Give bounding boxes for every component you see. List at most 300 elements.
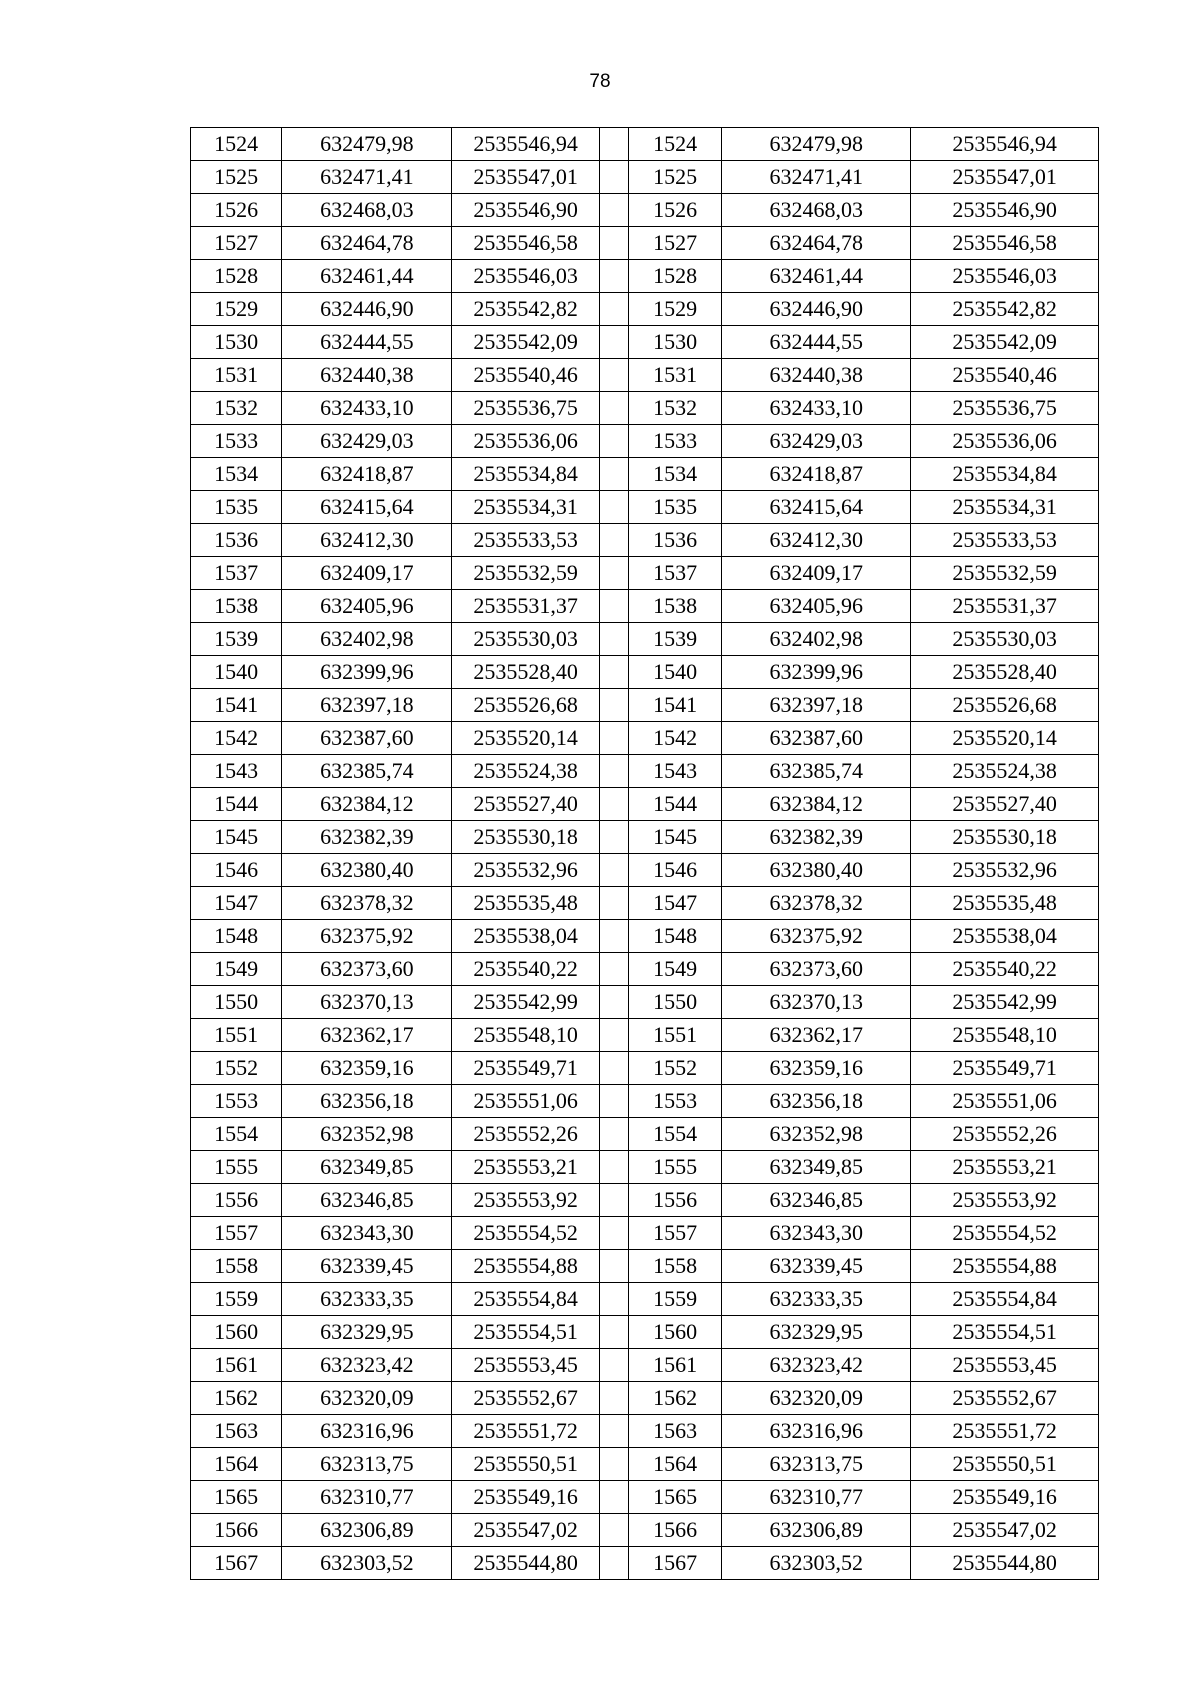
right-x-coordinate-cell: 632323,42 <box>722 1349 911 1382</box>
left-y-coordinate-cell: 2535547,02 <box>452 1514 599 1547</box>
table-row <box>191 425 1099 458</box>
right-point-number-cell: 1527 <box>628 227 721 260</box>
right-x-coordinate-cell: 632359,16 <box>722 1052 911 1085</box>
right-point-number-cell: 1556 <box>628 1184 721 1217</box>
left-x-coordinate-cell: 632313,75 <box>282 1448 452 1481</box>
separator-cell <box>599 1217 628 1250</box>
table-row <box>191 755 1099 788</box>
right-x-coordinate-cell: 632316,96 <box>722 1415 911 1448</box>
right-y-coordinate-cell: 2535551,06 <box>911 1085 1099 1118</box>
right-y-coordinate-cell: 2535520,14 <box>911 722 1099 755</box>
left-y-coordinate-cell: 2535551,72 <box>452 1415 599 1448</box>
right-y-coordinate-cell: 2535530,03 <box>911 623 1099 656</box>
table-row <box>191 1415 1099 1448</box>
right-x-coordinate-cell: 632320,09 <box>722 1382 911 1415</box>
separator-cell <box>599 1349 628 1382</box>
left-point-number-cell: 1542 <box>191 722 282 755</box>
left-x-coordinate-cell: 632418,87 <box>282 458 452 491</box>
left-x-coordinate-cell: 632409,17 <box>282 557 452 590</box>
table-row <box>191 623 1099 656</box>
separator-cell <box>599 1085 628 1118</box>
left-y-coordinate-cell: 2535540,46 <box>452 359 599 392</box>
right-point-number-cell: 1565 <box>628 1481 721 1514</box>
table-row <box>191 1085 1099 1118</box>
right-x-coordinate-cell: 632310,77 <box>722 1481 911 1514</box>
right-x-coordinate-cell: 632444,55 <box>722 326 911 359</box>
table-row <box>191 1349 1099 1382</box>
separator-cell <box>599 128 628 161</box>
right-y-coordinate-cell: 2535547,01 <box>911 161 1099 194</box>
right-point-number-cell: 1528 <box>628 260 721 293</box>
left-point-number-cell: 1549 <box>191 953 282 986</box>
right-x-coordinate-cell: 632409,17 <box>722 557 911 590</box>
left-y-coordinate-cell: 2535552,26 <box>452 1118 599 1151</box>
right-y-coordinate-cell: 2535540,46 <box>911 359 1099 392</box>
left-y-coordinate-cell: 2535552,67 <box>452 1382 599 1415</box>
left-point-number-cell: 1560 <box>191 1316 282 1349</box>
left-y-coordinate-cell: 2535554,84 <box>452 1283 599 1316</box>
right-y-coordinate-cell: 2535544,80 <box>911 1547 1099 1580</box>
table-row <box>191 326 1099 359</box>
right-point-number-cell: 1531 <box>628 359 721 392</box>
left-x-coordinate-cell: 632405,96 <box>282 590 452 623</box>
left-x-coordinate-cell: 632384,12 <box>282 788 452 821</box>
table-row <box>191 590 1099 623</box>
left-point-number-cell: 1538 <box>191 590 282 623</box>
left-y-coordinate-cell: 2535536,06 <box>452 425 599 458</box>
left-point-number-cell: 1554 <box>191 1118 282 1151</box>
left-point-number-cell: 1537 <box>191 557 282 590</box>
right-y-coordinate-cell: 2535551,72 <box>911 1415 1099 1448</box>
left-x-coordinate-cell: 632380,40 <box>282 854 452 887</box>
separator-cell <box>599 359 628 392</box>
left-y-coordinate-cell: 2535535,48 <box>452 887 599 920</box>
left-point-number-cell: 1535 <box>191 491 282 524</box>
right-y-coordinate-cell: 2535534,84 <box>911 458 1099 491</box>
right-x-coordinate-cell: 632373,60 <box>722 953 911 986</box>
left-x-coordinate-cell: 632346,85 <box>282 1184 452 1217</box>
left-y-coordinate-cell: 2535532,59 <box>452 557 599 590</box>
right-y-coordinate-cell: 2535554,52 <box>911 1217 1099 1250</box>
left-x-coordinate-cell: 632356,18 <box>282 1085 452 1118</box>
right-point-number-cell: 1539 <box>628 623 721 656</box>
left-x-coordinate-cell: 632464,78 <box>282 227 452 260</box>
separator-cell <box>599 425 628 458</box>
left-point-number-cell: 1558 <box>191 1250 282 1283</box>
right-y-coordinate-cell: 2535553,45 <box>911 1349 1099 1382</box>
separator-cell <box>599 1481 628 1514</box>
left-point-number-cell: 1527 <box>191 227 282 260</box>
separator-cell <box>599 1547 628 1580</box>
left-y-coordinate-cell: 2535524,38 <box>452 755 599 788</box>
left-y-coordinate-cell: 2535550,51 <box>452 1448 599 1481</box>
left-point-number-cell: 1544 <box>191 788 282 821</box>
left-x-coordinate-cell: 632306,89 <box>282 1514 452 1547</box>
left-point-number-cell: 1530 <box>191 326 282 359</box>
right-y-coordinate-cell: 2535532,96 <box>911 854 1099 887</box>
right-point-number-cell: 1525 <box>628 161 721 194</box>
left-x-coordinate-cell: 632399,96 <box>282 656 452 689</box>
right-x-coordinate-cell: 632375,92 <box>722 920 911 953</box>
table-row <box>191 359 1099 392</box>
left-y-coordinate-cell: 2535553,45 <box>452 1349 599 1382</box>
left-point-number-cell: 1563 <box>191 1415 282 1448</box>
separator-cell <box>599 1382 628 1415</box>
coordinates-table <box>190 127 1099 1580</box>
left-x-coordinate-cell: 632479,98 <box>282 128 452 161</box>
separator-cell <box>599 1283 628 1316</box>
right-y-coordinate-cell: 2535554,88 <box>911 1250 1099 1283</box>
left-x-coordinate-cell: 632310,77 <box>282 1481 452 1514</box>
left-x-coordinate-cell: 632433,10 <box>282 392 452 425</box>
left-x-coordinate-cell: 632397,18 <box>282 689 452 722</box>
left-point-number-cell: 1526 <box>191 194 282 227</box>
right-x-coordinate-cell: 632385,74 <box>722 755 911 788</box>
right-y-coordinate-cell: 2535534,31 <box>911 491 1099 524</box>
right-x-coordinate-cell: 632343,30 <box>722 1217 911 1250</box>
right-y-coordinate-cell: 2535547,02 <box>911 1514 1099 1547</box>
table-row <box>191 128 1099 161</box>
table-row <box>191 986 1099 1019</box>
table-row <box>191 392 1099 425</box>
left-x-coordinate-cell: 632339,45 <box>282 1250 452 1283</box>
left-x-coordinate-cell: 632402,98 <box>282 623 452 656</box>
left-point-number-cell: 1567 <box>191 1547 282 1580</box>
table-row <box>191 788 1099 821</box>
coordinates-table-body <box>191 128 1099 1580</box>
right-point-number-cell: 1547 <box>628 887 721 920</box>
left-point-number-cell: 1531 <box>191 359 282 392</box>
right-point-number-cell: 1559 <box>628 1283 721 1316</box>
separator-cell <box>599 557 628 590</box>
left-x-coordinate-cell: 632362,17 <box>282 1019 452 1052</box>
right-x-coordinate-cell: 632346,85 <box>722 1184 911 1217</box>
separator-cell <box>599 920 628 953</box>
left-x-coordinate-cell: 632415,64 <box>282 491 452 524</box>
right-x-coordinate-cell: 632397,18 <box>722 689 911 722</box>
separator-cell <box>599 1184 628 1217</box>
left-point-number-cell: 1539 <box>191 623 282 656</box>
left-point-number-cell: 1564 <box>191 1448 282 1481</box>
left-x-coordinate-cell: 632316,96 <box>282 1415 452 1448</box>
separator-cell <box>599 953 628 986</box>
right-x-coordinate-cell: 632370,13 <box>722 986 911 1019</box>
right-x-coordinate-cell: 632387,60 <box>722 722 911 755</box>
separator-cell <box>599 821 628 854</box>
left-x-coordinate-cell: 632320,09 <box>282 1382 452 1415</box>
separator-cell <box>599 722 628 755</box>
separator-cell <box>599 227 628 260</box>
right-point-number-cell: 1530 <box>628 326 721 359</box>
table-row <box>191 1283 1099 1316</box>
right-x-coordinate-cell: 632303,52 <box>722 1547 911 1580</box>
right-point-number-cell: 1538 <box>628 590 721 623</box>
right-point-number-cell: 1567 <box>628 1547 721 1580</box>
right-y-coordinate-cell: 2535536,06 <box>911 425 1099 458</box>
right-y-coordinate-cell: 2535531,37 <box>911 590 1099 623</box>
left-point-number-cell: 1556 <box>191 1184 282 1217</box>
right-x-coordinate-cell: 632440,38 <box>722 359 911 392</box>
left-y-coordinate-cell: 2535554,52 <box>452 1217 599 1250</box>
left-y-coordinate-cell: 2535546,58 <box>452 227 599 260</box>
left-point-number-cell: 1534 <box>191 458 282 491</box>
left-point-number-cell: 1525 <box>191 161 282 194</box>
separator-cell <box>599 1514 628 1547</box>
table-row <box>191 821 1099 854</box>
right-point-number-cell: 1536 <box>628 524 721 557</box>
table-row <box>191 1019 1099 1052</box>
left-x-coordinate-cell: 632468,03 <box>282 194 452 227</box>
left-point-number-cell: 1550 <box>191 986 282 1019</box>
right-point-number-cell: 1557 <box>628 1217 721 1250</box>
right-point-number-cell: 1562 <box>628 1382 721 1415</box>
right-point-number-cell: 1550 <box>628 986 721 1019</box>
separator-cell <box>599 689 628 722</box>
left-y-coordinate-cell: 2535528,40 <box>452 656 599 689</box>
separator-cell <box>599 194 628 227</box>
separator-cell <box>599 260 628 293</box>
right-y-coordinate-cell: 2535542,82 <box>911 293 1099 326</box>
right-point-number-cell: 1524 <box>628 128 721 161</box>
left-x-coordinate-cell: 632378,32 <box>282 887 452 920</box>
right-y-coordinate-cell: 2535530,18 <box>911 821 1099 854</box>
left-x-coordinate-cell: 632385,74 <box>282 755 452 788</box>
left-x-coordinate-cell: 632461,44 <box>282 260 452 293</box>
table-row <box>191 260 1099 293</box>
table-row <box>191 656 1099 689</box>
left-y-coordinate-cell: 2535534,31 <box>452 491 599 524</box>
table-row <box>191 1514 1099 1547</box>
right-x-coordinate-cell: 632418,87 <box>722 458 911 491</box>
separator-cell <box>599 755 628 788</box>
left-x-coordinate-cell: 632352,98 <box>282 1118 452 1151</box>
left-x-coordinate-cell: 632343,30 <box>282 1217 452 1250</box>
left-y-coordinate-cell: 2535536,75 <box>452 392 599 425</box>
left-point-number-cell: 1561 <box>191 1349 282 1382</box>
left-x-coordinate-cell: 632429,03 <box>282 425 452 458</box>
separator-cell <box>599 1316 628 1349</box>
right-point-number-cell: 1563 <box>628 1415 721 1448</box>
left-y-coordinate-cell: 2535546,90 <box>452 194 599 227</box>
right-y-coordinate-cell: 2535526,68 <box>911 689 1099 722</box>
table-row <box>191 1151 1099 1184</box>
right-x-coordinate-cell: 632362,17 <box>722 1019 911 1052</box>
right-x-coordinate-cell: 632382,39 <box>722 821 911 854</box>
right-x-coordinate-cell: 632378,32 <box>722 887 911 920</box>
right-point-number-cell: 1537 <box>628 557 721 590</box>
left-y-coordinate-cell: 2535549,16 <box>452 1481 599 1514</box>
right-point-number-cell: 1544 <box>628 788 721 821</box>
left-y-coordinate-cell: 2535549,71 <box>452 1052 599 1085</box>
left-y-coordinate-cell: 2535538,04 <box>452 920 599 953</box>
left-y-coordinate-cell: 2535526,68 <box>452 689 599 722</box>
table-row <box>191 1448 1099 1481</box>
right-point-number-cell: 1554 <box>628 1118 721 1151</box>
left-y-coordinate-cell: 2535540,22 <box>452 953 599 986</box>
table-row <box>191 953 1099 986</box>
table-row <box>191 920 1099 953</box>
left-point-number-cell: 1540 <box>191 656 282 689</box>
right-x-coordinate-cell: 632313,75 <box>722 1448 911 1481</box>
left-x-coordinate-cell: 632333,35 <box>282 1283 452 1316</box>
table-row <box>191 1382 1099 1415</box>
left-y-coordinate-cell: 2535542,82 <box>452 293 599 326</box>
right-point-number-cell: 1540 <box>628 656 721 689</box>
left-x-coordinate-cell: 632444,55 <box>282 326 452 359</box>
right-point-number-cell: 1542 <box>628 722 721 755</box>
left-y-coordinate-cell: 2535530,18 <box>452 821 599 854</box>
separator-cell <box>599 854 628 887</box>
right-x-coordinate-cell: 632384,12 <box>722 788 911 821</box>
left-y-coordinate-cell: 2535546,94 <box>452 128 599 161</box>
table-row <box>191 689 1099 722</box>
left-point-number-cell: 1557 <box>191 1217 282 1250</box>
right-point-number-cell: 1553 <box>628 1085 721 1118</box>
right-x-coordinate-cell: 632412,30 <box>722 524 911 557</box>
separator-cell <box>599 1250 628 1283</box>
separator-cell <box>599 986 628 1019</box>
left-point-number-cell: 1553 <box>191 1085 282 1118</box>
table-row <box>191 887 1099 920</box>
right-y-coordinate-cell: 2535546,94 <box>911 128 1099 161</box>
left-point-number-cell: 1566 <box>191 1514 282 1547</box>
right-x-coordinate-cell: 632433,10 <box>722 392 911 425</box>
right-x-coordinate-cell: 632352,98 <box>722 1118 911 1151</box>
right-y-coordinate-cell: 2535549,16 <box>911 1481 1099 1514</box>
left-y-coordinate-cell: 2535527,40 <box>452 788 599 821</box>
right-y-coordinate-cell: 2535542,99 <box>911 986 1099 1019</box>
left-y-coordinate-cell: 2535531,37 <box>452 590 599 623</box>
left-y-coordinate-cell: 2535530,03 <box>452 623 599 656</box>
left-x-coordinate-cell: 632323,42 <box>282 1349 452 1382</box>
left-y-coordinate-cell: 2535553,21 <box>452 1151 599 1184</box>
right-y-coordinate-cell: 2535532,59 <box>911 557 1099 590</box>
right-x-coordinate-cell: 632380,40 <box>722 854 911 887</box>
right-y-coordinate-cell: 2535554,84 <box>911 1283 1099 1316</box>
right-x-coordinate-cell: 632405,96 <box>722 590 911 623</box>
left-x-coordinate-cell: 632373,60 <box>282 953 452 986</box>
right-y-coordinate-cell: 2535553,92 <box>911 1184 1099 1217</box>
left-point-number-cell: 1548 <box>191 920 282 953</box>
left-x-coordinate-cell: 632412,30 <box>282 524 452 557</box>
left-point-number-cell: 1541 <box>191 689 282 722</box>
right-x-coordinate-cell: 632471,41 <box>722 161 911 194</box>
left-y-coordinate-cell: 2535554,88 <box>452 1250 599 1283</box>
left-point-number-cell: 1551 <box>191 1019 282 1052</box>
right-x-coordinate-cell: 632415,64 <box>722 491 911 524</box>
separator-cell <box>599 326 628 359</box>
right-point-number-cell: 1535 <box>628 491 721 524</box>
right-point-number-cell: 1560 <box>628 1316 721 1349</box>
left-y-coordinate-cell: 2535542,99 <box>452 986 599 1019</box>
right-point-number-cell: 1555 <box>628 1151 721 1184</box>
right-x-coordinate-cell: 632399,96 <box>722 656 911 689</box>
separator-cell <box>599 1052 628 1085</box>
left-x-coordinate-cell: 632375,92 <box>282 920 452 953</box>
right-point-number-cell: 1566 <box>628 1514 721 1547</box>
right-y-coordinate-cell: 2535524,38 <box>911 755 1099 788</box>
right-y-coordinate-cell: 2535548,10 <box>911 1019 1099 1052</box>
left-point-number-cell: 1543 <box>191 755 282 788</box>
right-x-coordinate-cell: 632349,85 <box>722 1151 911 1184</box>
right-point-number-cell: 1558 <box>628 1250 721 1283</box>
right-y-coordinate-cell: 2535527,40 <box>911 788 1099 821</box>
left-point-number-cell: 1545 <box>191 821 282 854</box>
left-x-coordinate-cell: 632382,39 <box>282 821 452 854</box>
separator-cell <box>599 590 628 623</box>
separator-cell <box>599 491 628 524</box>
table-row <box>191 1052 1099 1085</box>
left-point-number-cell: 1546 <box>191 854 282 887</box>
left-point-number-cell: 1528 <box>191 260 282 293</box>
left-y-coordinate-cell: 2535532,96 <box>452 854 599 887</box>
right-point-number-cell: 1534 <box>628 458 721 491</box>
separator-cell <box>599 887 628 920</box>
left-x-coordinate-cell: 632446,90 <box>282 293 452 326</box>
left-x-coordinate-cell: 632329,95 <box>282 1316 452 1349</box>
left-y-coordinate-cell: 2535547,01 <box>452 161 599 194</box>
right-y-coordinate-cell: 2535552,26 <box>911 1118 1099 1151</box>
right-y-coordinate-cell: 2535554,51 <box>911 1316 1099 1349</box>
right-x-coordinate-cell: 632461,44 <box>722 260 911 293</box>
right-x-coordinate-cell: 632306,89 <box>722 1514 911 1547</box>
right-y-coordinate-cell: 2535536,75 <box>911 392 1099 425</box>
right-y-coordinate-cell: 2535528,40 <box>911 656 1099 689</box>
right-y-coordinate-cell: 2535552,67 <box>911 1382 1099 1415</box>
right-x-coordinate-cell: 632339,45 <box>722 1250 911 1283</box>
left-point-number-cell: 1559 <box>191 1283 282 1316</box>
table-row <box>191 293 1099 326</box>
right-y-coordinate-cell: 2535542,09 <box>911 326 1099 359</box>
separator-cell <box>599 656 628 689</box>
right-x-coordinate-cell: 632468,03 <box>722 194 911 227</box>
table-row <box>191 722 1099 755</box>
left-x-coordinate-cell: 632387,60 <box>282 722 452 755</box>
left-point-number-cell: 1529 <box>191 293 282 326</box>
table-row <box>191 1547 1099 1580</box>
separator-cell <box>599 392 628 425</box>
right-y-coordinate-cell: 2535549,71 <box>911 1052 1099 1085</box>
table-row <box>191 1217 1099 1250</box>
separator-cell <box>599 1118 628 1151</box>
right-point-number-cell: 1545 <box>628 821 721 854</box>
left-y-coordinate-cell: 2535534,84 <box>452 458 599 491</box>
left-point-number-cell: 1524 <box>191 128 282 161</box>
right-y-coordinate-cell: 2535546,03 <box>911 260 1099 293</box>
left-y-coordinate-cell: 2535520,14 <box>452 722 599 755</box>
table-row <box>191 458 1099 491</box>
separator-cell <box>599 293 628 326</box>
left-point-number-cell: 1562 <box>191 1382 282 1415</box>
separator-cell <box>599 788 628 821</box>
table-row <box>191 854 1099 887</box>
right-point-number-cell: 1543 <box>628 755 721 788</box>
right-x-coordinate-cell: 632429,03 <box>722 425 911 458</box>
right-point-number-cell: 1551 <box>628 1019 721 1052</box>
separator-cell <box>599 524 628 557</box>
right-y-coordinate-cell: 2535538,04 <box>911 920 1099 953</box>
left-y-coordinate-cell: 2535533,53 <box>452 524 599 557</box>
table-row <box>191 557 1099 590</box>
right-x-coordinate-cell: 632333,35 <box>722 1283 911 1316</box>
right-point-number-cell: 1526 <box>628 194 721 227</box>
table-row <box>191 194 1099 227</box>
left-x-coordinate-cell: 632471,41 <box>282 161 452 194</box>
right-point-number-cell: 1529 <box>628 293 721 326</box>
left-point-number-cell: 1547 <box>191 887 282 920</box>
table-row <box>191 1250 1099 1283</box>
table-row <box>191 1481 1099 1514</box>
